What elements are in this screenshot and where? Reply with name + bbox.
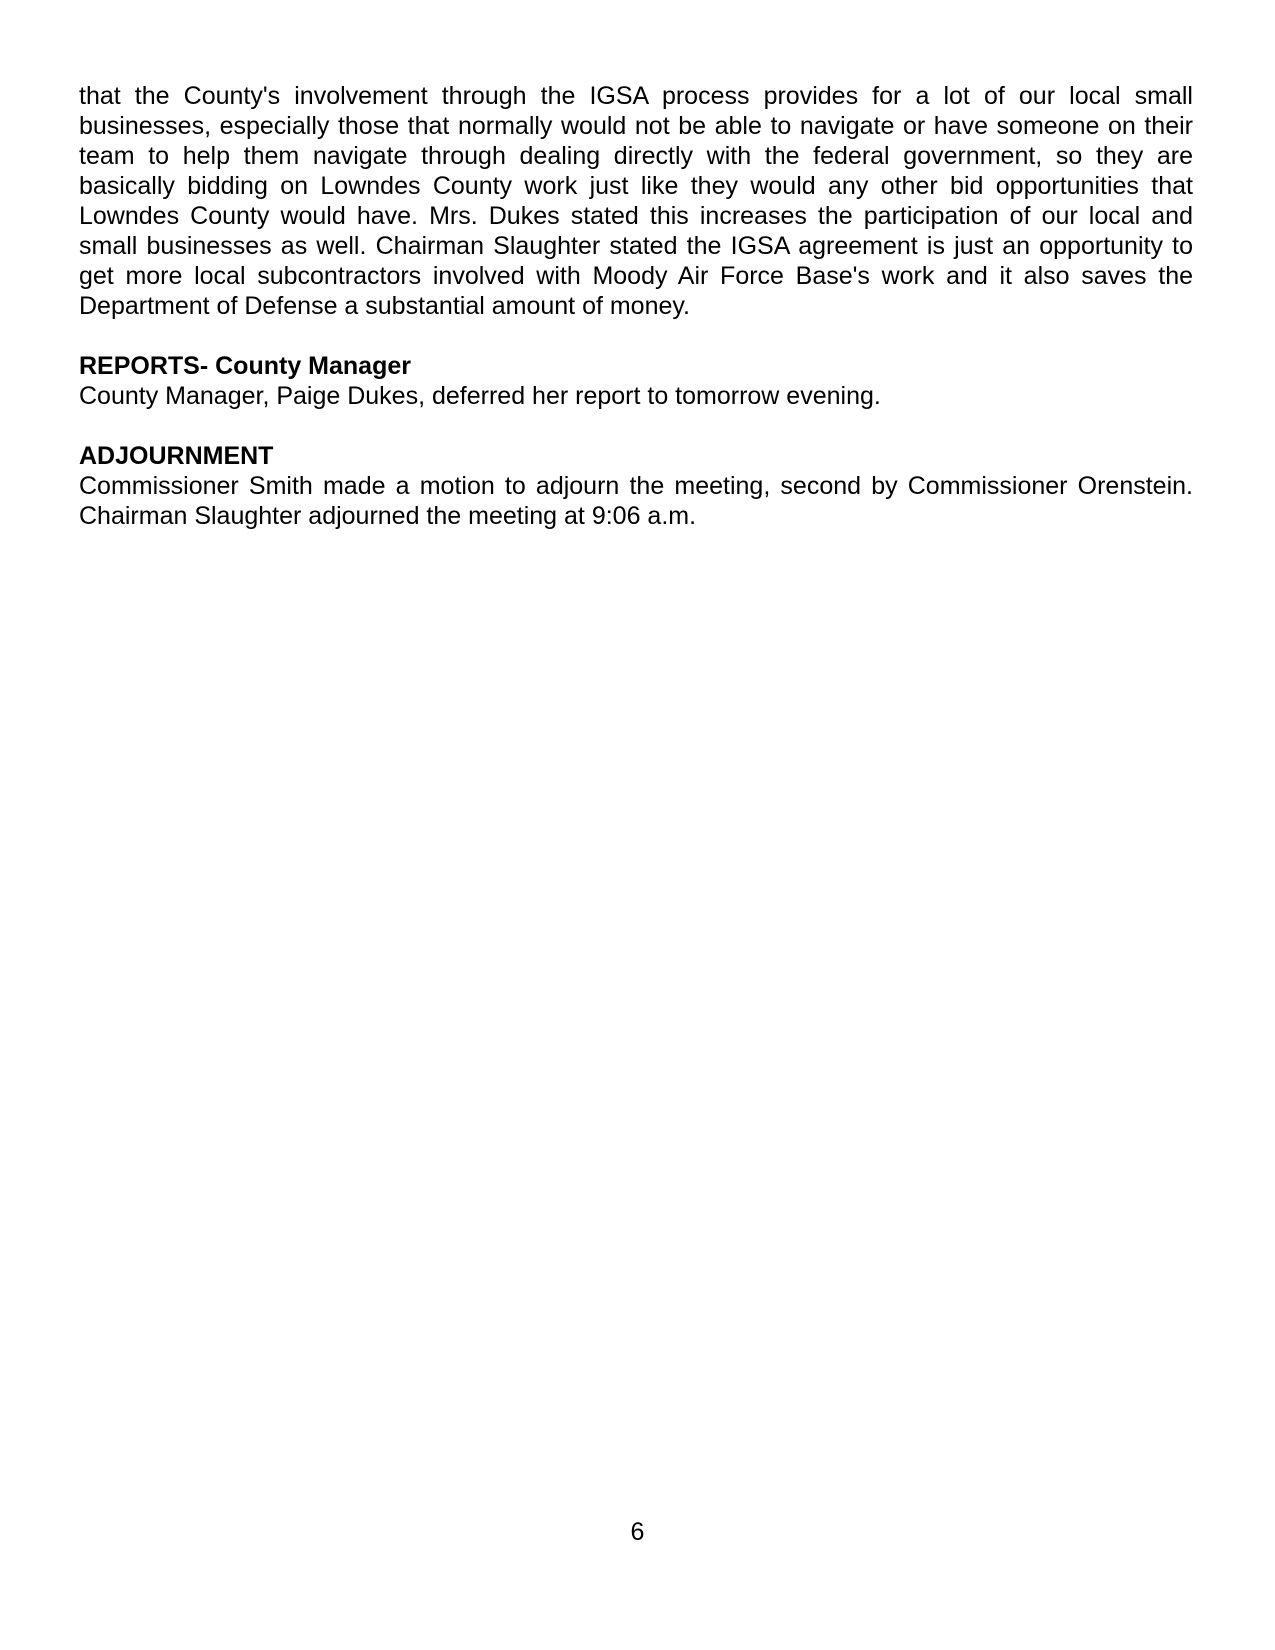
page-number: 6 — [630, 1518, 645, 1546]
section-heading-reports-county-manager: REPORTS- County Manager — [79, 352, 411, 380]
section-body-reports-county-manager: County Manager, Paige Dukes, deferred her report to tomorrow evening. — [79, 382, 881, 410]
section-heading-adjournment: ADJOURNMENT — [79, 442, 274, 470]
section-body-adjournment: Commissioner Smith made a motion to adjourn the meeting, second by Commissioner Orenstein. Chairman Slaughter adjourned the meeting at 9:06 a.m. — [79, 472, 1193, 530]
section-reports — [79, 351, 1193, 411]
section-adjournment — [79, 441, 1193, 531]
intro-paragraph: that the County's involvement through the IGSA process provides for a lot of our local small businesses, especially those that normally would not be able to navigate or have someone on their team to help them navigate through dealing directly with the federal government, so they are basically bidding on Lowndes County work just like they would any other bid opportunities that Lowndes County would have. Mrs. Dukes stated this increases the participation of our local and small businesses as well. Chairman Slaughter stated the IGSA agreement is just an opportunity to get more local subcontractors involved with Moody Air Force Base's work and it also saves the Department of Defense a substantial amount of money. — [79, 82, 1193, 320]
